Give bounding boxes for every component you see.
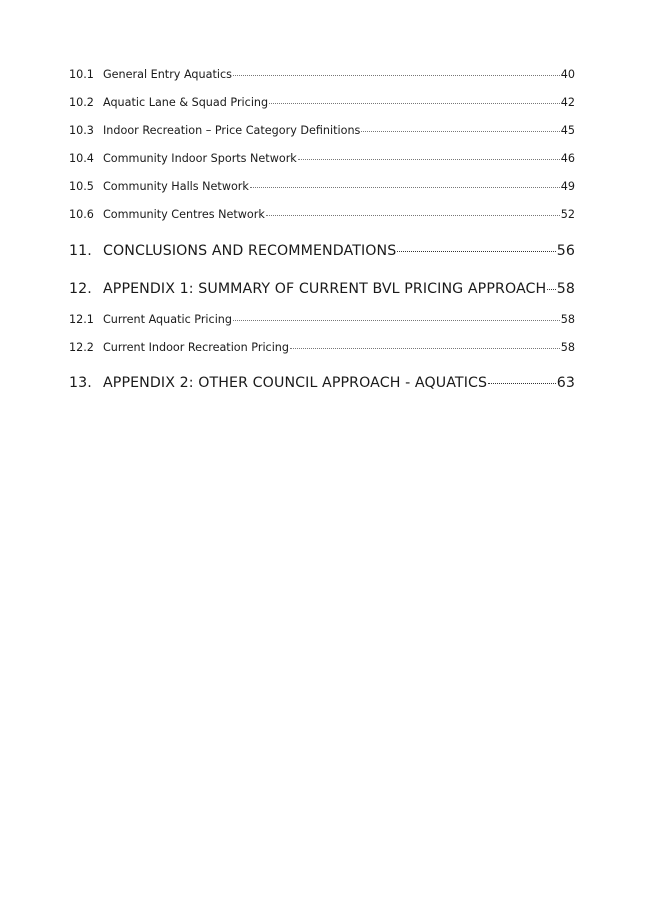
toc-entry-page: 58 (560, 313, 575, 326)
toc-entry-number: 10.3 (69, 124, 94, 137)
toc-entry-number: 13. (69, 375, 92, 391)
toc-entry-title: Current Indoor Recreation Pricing (103, 341, 290, 354)
toc-entry-page: 42 (560, 96, 575, 109)
toc-entry-title: Current Aquatic Pricing (103, 313, 232, 326)
toc-entry-title: Indoor Recreation – Price Category Definitions (103, 124, 361, 137)
toc-entry-page: 49 (560, 180, 575, 193)
toc-entry-title: General Entry Aquatics (103, 68, 232, 81)
toc-entry-number: 12.2 (69, 341, 94, 354)
toc-entry-number: 10.6 (69, 208, 94, 221)
toc-entry-10-3[interactable] (69, 124, 575, 140)
toc-dot-leader (488, 383, 556, 384)
toc-dot-leader (269, 103, 560, 104)
toc-entry-number: 12. (69, 281, 92, 297)
toc-entry-number: 10.5 (69, 180, 94, 193)
toc-entry-title: APPENDIX 1: SUMMARY OF CURRENT BVL PRICING APPROACH (103, 281, 547, 297)
toc-dot-leader (250, 187, 560, 188)
toc-entry-11[interactable] (69, 243, 575, 263)
toc-entry-page: 58 (560, 341, 575, 354)
toc-entry-12-2[interactable] (69, 341, 575, 357)
toc-entry-number: 10.2 (69, 96, 94, 109)
toc-entry-page: 63 (556, 375, 575, 391)
toc-entry-title: CONCLUSIONS AND RECOMMENDATIONS (103, 243, 397, 259)
toc-entry-13[interactable] (69, 375, 575, 395)
toc-entry-page: 56 (556, 243, 575, 259)
toc-entry-number: 10.1 (69, 68, 94, 81)
toc-entry-10-2[interactable] (69, 96, 575, 112)
toc-dot-leader (361, 131, 559, 132)
toc-entry-10-1[interactable] (69, 68, 575, 84)
toc-entry-number: 11. (69, 243, 92, 259)
toc-entry-title: APPENDIX 2: OTHER COUNCIL APPROACH - AQUATICS (103, 375, 488, 391)
toc-dot-leader (233, 75, 560, 76)
toc-dot-leader (298, 159, 560, 160)
toc-entry-title: Community Halls Network (103, 180, 249, 193)
toc-entry-10-6[interactable] (69, 208, 575, 224)
toc-entry-number: 12.1 (69, 313, 94, 326)
toc-entry-12[interactable] (69, 281, 575, 301)
toc-entry-number: 10.4 (69, 152, 94, 165)
toc-entry-10-5[interactable] (69, 180, 575, 196)
toc-entry-page: 45 (560, 124, 575, 137)
toc-dot-leader (547, 289, 555, 290)
toc-entry-title: Community Indoor Sports Network (103, 152, 297, 165)
toc-entry-page: 40 (560, 68, 575, 81)
toc-dot-leader (266, 215, 560, 216)
toc-entry-page: 46 (560, 152, 575, 165)
toc-entry-10-4[interactable] (69, 152, 575, 168)
toc-dot-leader (233, 320, 560, 321)
toc-entry-title: Aquatic Lane & Squad Pricing (103, 96, 269, 109)
toc-dot-leader (290, 348, 560, 349)
toc-entry-title: Community Centres Network (103, 208, 265, 221)
toc-entry-12-1[interactable] (69, 313, 575, 329)
toc-dot-leader (397, 251, 555, 252)
toc-entry-page: 58 (556, 281, 575, 297)
toc-entry-page: 52 (560, 208, 575, 221)
